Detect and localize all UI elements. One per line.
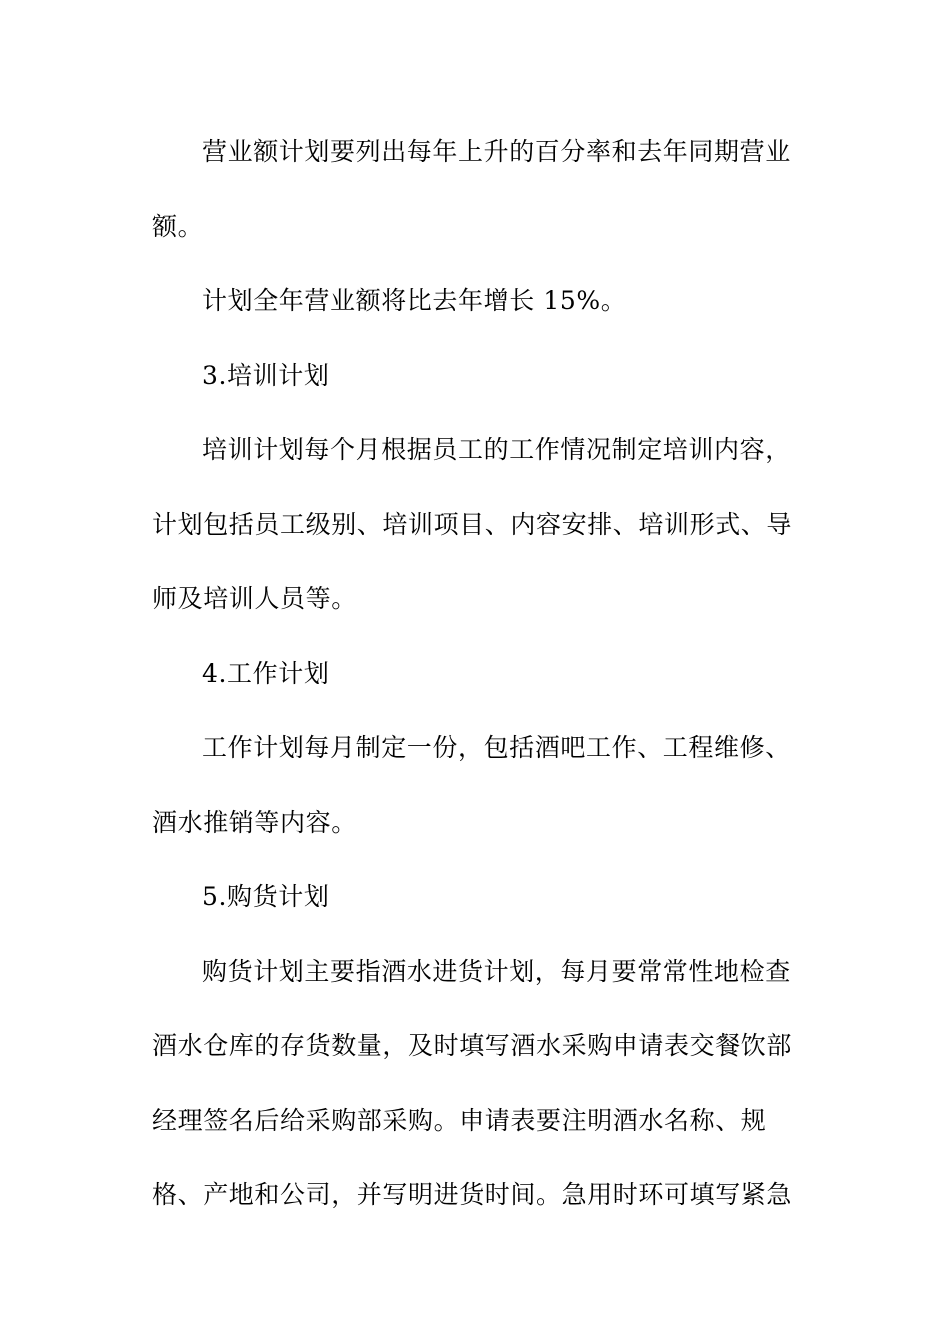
heading-work-plan: 4.工作计划 [202,659,330,688]
paragraph-work-line-1: 工作计划每月制定一份，包括酒吧工作、工程维修、 [202,733,791,762]
paragraph-purchase-line-4: 格、产地和公司，并写明进货时间。急用时环可填写紧急 [152,1180,793,1209]
paragraph-revenue-line-1: 营业额计划要列出每年上升的百分率和去年同期营业 [202,137,791,166]
paragraph-revenue-line-2: 额。 [152,212,204,241]
paragraph-purchase-line-3: 经理签名后给采购部采购。申请表要注明酒水名称、规 [152,1106,767,1135]
paragraph-growth-line: 计划全年营业额将比去年增长 15%。 [202,286,627,315]
heading-purchase-plan: 5.购货计划 [202,882,330,911]
heading-training-plan: 3.培训计划 [202,361,330,390]
paragraph-training-line-2: 计划包括员工级别、培训项目、内容安排、培训形式、导 [152,510,793,539]
paragraph-work-line-2: 酒水推销等内容。 [152,808,357,837]
paragraph-purchase-line-1: 购货计划主要指酒水进货计划，每月要常常性地检查 [202,957,791,986]
paragraph-training-line-3: 师及培训人员等。 [152,584,357,613]
paragraph-purchase-line-2: 酒水仓库的存货数量，及时填写酒水采购申请表交餐饮部 [152,1031,793,1060]
paragraph-training-line-1: 培训计划每个月根据员工的工作情况制定培训内容， [202,435,791,464]
